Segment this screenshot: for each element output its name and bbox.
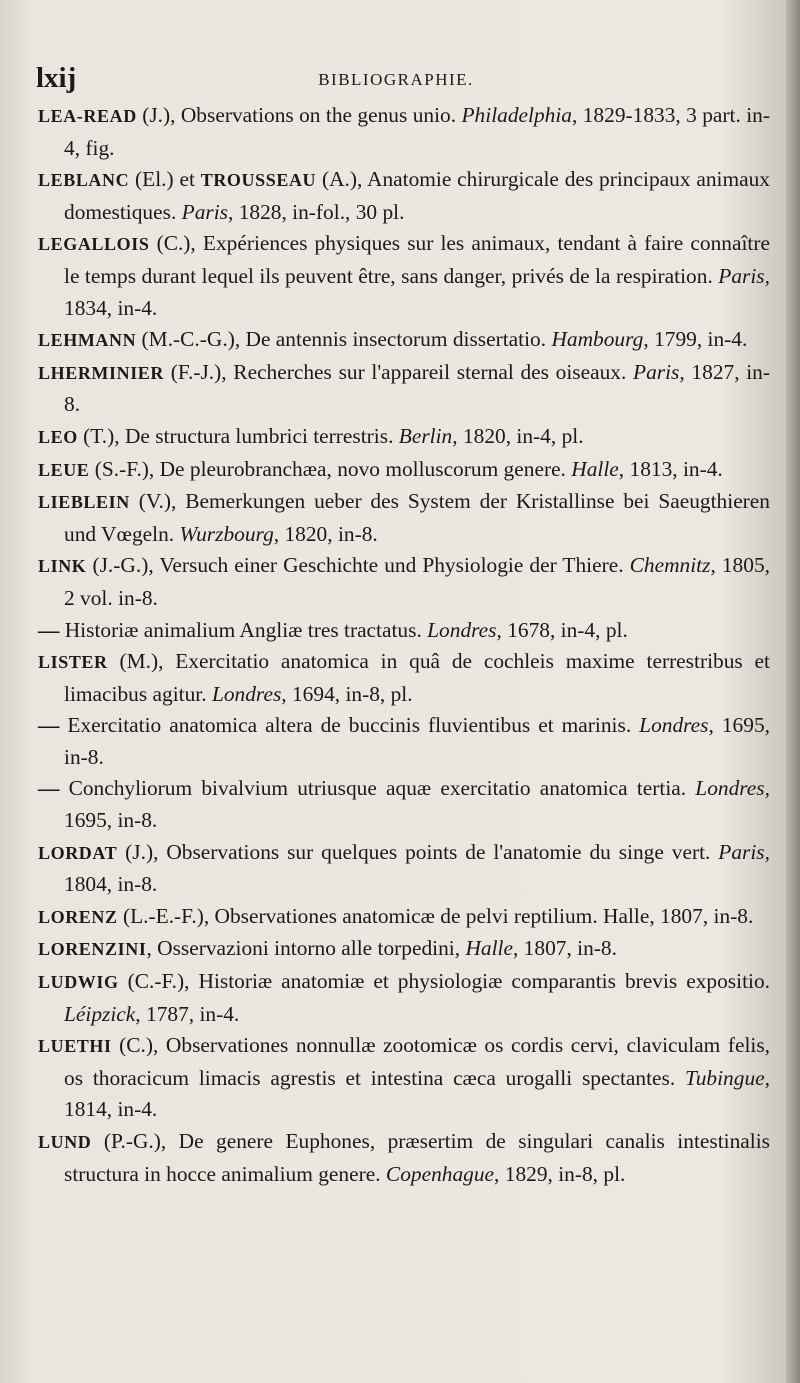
entry-place: Chemnitz — [629, 553, 711, 578]
entry-author: LUETHI — [38, 1036, 112, 1057]
entry-author: LEUE — [38, 459, 90, 480]
bibliography-entry — [38, 646, 770, 710]
entry-place: Paris — [718, 839, 765, 864]
running-head: BIBLIOGRAPHIE. — [318, 70, 474, 89]
entry-details: , 1829-1833, 3 part. in-4, fig. — [64, 103, 770, 160]
entry-author: LIEBLEIN — [38, 492, 130, 513]
entry-author: LUDWIG — [38, 972, 119, 993]
bibliography-entry — [38, 837, 770, 901]
entry-author: LORENZ — [38, 906, 118, 927]
entry-text: (T.), De structura lumbrici terrestris. — [77, 423, 399, 448]
bibliography-entry — [38, 1126, 770, 1190]
ditto-dash: — — [38, 713, 60, 738]
entry-place: Tubingue — [685, 1065, 765, 1090]
entry-details: , 1695, in-8. — [64, 776, 770, 833]
entry-text: (C.), Expériences physiques sur les animaux, tendant à faire connaître le temps durant lequel ils peuvent être, sans danger, privés de la respiration. — [64, 231, 770, 288]
entry-place: Halle — [465, 936, 513, 961]
entry-details: , 1820, in-4, pl. — [452, 423, 584, 448]
entry-text: (P.-G.), De genere Euphones, præsertim de singulari canalis intestinalis structura in hocce animalium genere. — [64, 1129, 770, 1186]
entry-place: Léipzick — [64, 1001, 136, 1026]
entry-place: Paris — [633, 359, 680, 384]
entry-place: Philadelphia — [461, 103, 572, 127]
page-number: lxij — [36, 62, 77, 94]
entry-details: , 1805, 2 vol. in-8. — [64, 553, 770, 610]
entry-author: LEBLANC — [38, 170, 130, 191]
bibliography-entry — [38, 486, 770, 550]
entry-place: Paris — [718, 263, 765, 288]
entry-details: , 1807, in-8. — [512, 936, 617, 961]
entry-text: (J.), Observations on the genus unio. — [136, 103, 462, 127]
entry-details: , 1678, in-4, pl. — [496, 617, 628, 642]
bibliography-entry — [38, 454, 770, 487]
entry-place: Hambourg — [551, 327, 644, 352]
entry-author: LEO — [38, 426, 78, 447]
entry-text: (S.-F.), De pleurobranchæa, novo molluscorum genere. — [89, 456, 572, 481]
bibliography-entry — [38, 1030, 770, 1126]
bibliography-entry — [38, 710, 770, 773]
bibliography-entry — [38, 966, 770, 1030]
entry-author: LISTER — [38, 652, 108, 673]
entry-place: Londres — [639, 713, 709, 738]
entry-details: , 1799, in-4. — [643, 327, 748, 352]
entry-author: LORDAT — [38, 842, 118, 863]
entry-place: Wurzbourg — [179, 521, 274, 546]
entry-author: LEA-READ — [38, 106, 137, 126]
entry-place: Halle — [571, 456, 619, 481]
entry-place: Londres — [695, 776, 765, 801]
entry-author: LORENZINI — [38, 939, 147, 960]
bibliography-entry — [38, 901, 770, 934]
bibliography-entry — [38, 615, 770, 647]
entry-text: , Osservazioni intorno alle torpedini, — [146, 936, 466, 961]
entry-text: (El.) et — [129, 167, 201, 192]
entry-text: (M.), Exercitatio anatomica in quâ de cochleis maxime terrestribus et limacibus agitur. — [64, 649, 770, 706]
entry-text: Conchyliorum bivalvium utriusque aquæ exercitatio anatomica tertia. — [59, 776, 696, 801]
bibliography-entry — [38, 164, 770, 228]
bibliography-entry — [38, 421, 770, 454]
entry-details: , 1813, in-4. — [618, 456, 723, 481]
ditto-dash: — — [38, 617, 60, 642]
entry-details: , 1820, in-8. — [273, 521, 378, 546]
entry-author: LEHMANN — [38, 330, 137, 351]
entry-author: LHERMINIER — [38, 362, 165, 383]
entry-details: , 1787, in-4. — [135, 1001, 240, 1026]
entry-details: , 1828, in-fol., 30 pl. — [228, 199, 405, 224]
bibliography-entry — [38, 228, 770, 324]
entry-text: Historiæ animalium Angliæ tres tractatus. — [59, 617, 428, 642]
entry-details: , 1834, in-4. — [64, 263, 770, 320]
entry-text: (J.), Observations sur quelques points de l'anatomie du singe vert. — [117, 839, 719, 864]
entry-author: LEGALLOIS — [38, 234, 150, 255]
entry-text: (J.-G.), Versuch einer Geschichte und Physiologie der Thiere. — [86, 553, 630, 578]
entry-place: Copenhague — [385, 1161, 495, 1186]
entry-text: (C.), Observationes nonnullæ zootomicæ os cordis cervi, claviculam felis, os thoracicum limacis agrestis et intestina cæca urogalli spectantes. — [64, 1033, 770, 1090]
entry-text: (M.-C.-G.), De antennis insectorum dissertatio. — [136, 327, 552, 352]
bibliography-entry — [38, 550, 770, 614]
entry-author: LUND — [38, 1132, 92, 1152]
entry-text: (C.-F.), Historiæ anatomiæ et physiologiæ comparantis brevis expositio. — [118, 969, 770, 994]
entry-details: , 1829, in-8, pl. — [494, 1161, 626, 1186]
entry-details: , 1694, in-8, pl. — [281, 681, 413, 706]
entry-details: , 1695, in-8. — [64, 713, 770, 769]
entry-text: (F.-J.), Recherches sur l'appareil sternal des oiseaux. — [164, 359, 634, 384]
page-edge-shadow — [786, 0, 800, 1383]
bibliography-entry — [38, 933, 770, 966]
entry-details: , 1827, in-8. — [64, 359, 770, 417]
entry-place: Paris — [181, 199, 228, 224]
entry-place: Berlin — [398, 423, 453, 448]
entry-place: Londres — [211, 681, 282, 706]
entry-text: (A.), Anatomie chirurgicale des principaux animaux domestiques. — [64, 167, 770, 224]
bibliography-entry — [38, 324, 770, 357]
bibliography-entry — [38, 357, 770, 421]
entry-coauthor: TROUSSEAU — [200, 170, 317, 191]
entry-text: (L.-E.-F.), Observationes anatomicæ de pelvi reptilium. Halle, 1807, in-8. — [117, 903, 754, 928]
entry-details: , 1804, in-8. — [64, 839, 770, 897]
bibliography-list — [38, 100, 770, 1190]
bibliography-entry — [38, 100, 770, 164]
entry-text: Exercitatio anatomica altera de buccinis fluvientibus et marinis. — [59, 713, 640, 738]
ditto-dash: — — [38, 776, 60, 801]
bibliography-entry — [38, 773, 770, 836]
entry-place: Londres — [427, 617, 497, 642]
entry-author: LINK — [38, 556, 87, 577]
entry-details: , 1814, in-4. — [64, 1065, 770, 1122]
entry-text: (V.), Bemerkungen ueber des System der Kristallinse bei Saeugthieren und Vœgeln. — [64, 489, 770, 546]
page-header — [36, 62, 756, 102]
